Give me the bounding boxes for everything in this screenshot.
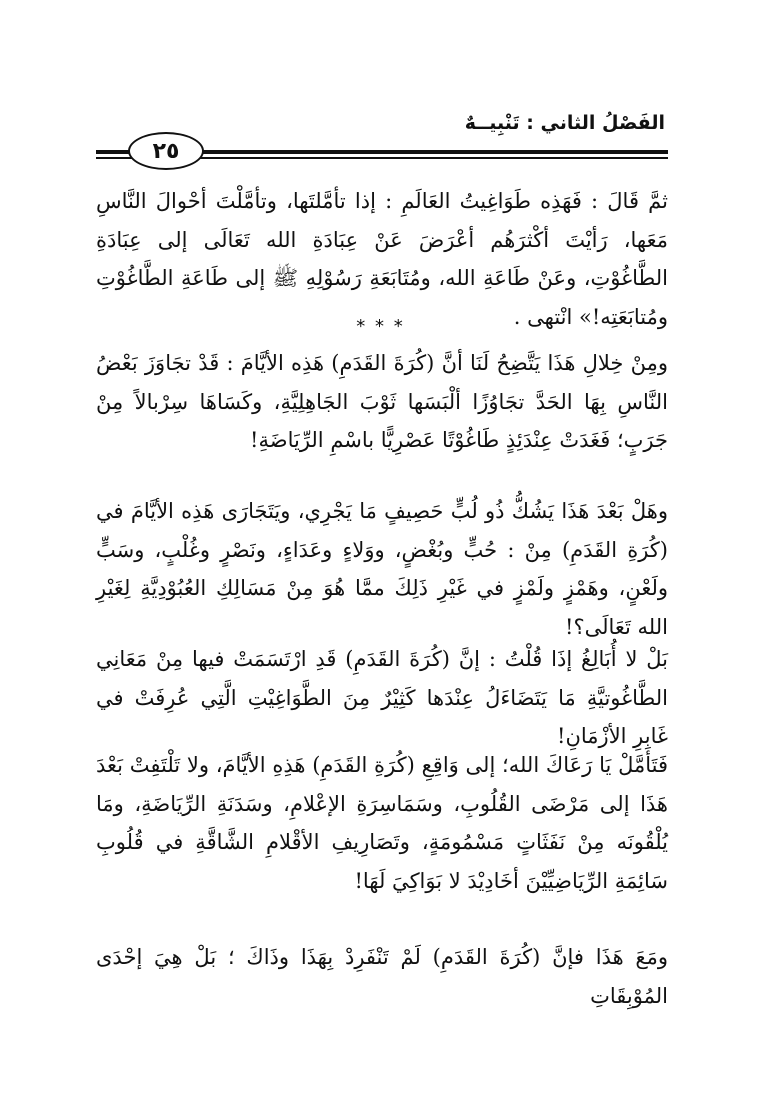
paragraph-6 <box>96 938 668 1015</box>
paragraph-5 <box>96 746 668 900</box>
paragraph-text: ومِنْ خِلالِ هَذَا يَتَّضِحُ لَنَا أنَّ (كُرَةَ القَدَمِ) هَذِه الأيَّامَ : قَدْ تجَاوَزَ بَعْضُ النَّاسِ بِهَا الحَدَّ تجَاوُزًا ألْبَسَها ثَوْبَ الجَاهِلِيَّةِ، وكَسَاهَا سِرْبالاً مِنْ جَرَبٍ؛ فَغَدَتْ عِنْدَئِذٍ طَاغُوْتًا عَصْرِيًّا باسْمِ الرِّيَاضَةِ! <box>96 351 668 452</box>
page-number: ٢٥ <box>128 132 204 170</box>
paragraph-4 <box>96 640 668 756</box>
paragraph-1 <box>96 182 668 336</box>
paragraph-text: ومَعَ هَذَا فإنَّ (كُرَةَ القَدَمِ) لَمْ تَنْفَرِدْ بِهَذَا وذَاكَ ؛ بَلْ هِيَ إحْدَى المُوْبِقَاتِ <box>96 945 668 1008</box>
paragraph-text: بَلْ لا أُبَالِغُ إذَا قُلْتُ : إنَّ (كُرَةَ القَدَمِ) قَدِ ارْتَسَمَتْ فيها مِنْ مَعَانِي الطَّاغُوتيَّةِ مَا يَتَضَاءَلُ عِنْدَها كَثِيْرٌ مِنَ الطَّوَاغِيْتِ الَّتِي عُرِفَتْ في غَابِرِ الأزْمَانِ! <box>96 647 668 748</box>
running-header-title: الفَصْلُ الثاني : تَنْبِيــهٌ <box>464 112 665 134</box>
paragraph-3 <box>96 492 668 646</box>
section-separator: * * * <box>356 316 405 337</box>
paragraph-2 <box>96 344 668 460</box>
paragraph-text: فَتَأمَّلْ يَا رَعَاكَ الله؛ إلى وَاقِعِ (كُرَةِ القَدَمِ) هَذِهِ الأيَّامَ، ولا تَلْتَفِتْ بَعْدَ هَذَا إلى مَرْضَى القُلُوبِ، وسَمَاسِرَةِ الإعْلامِ، وسَدَنَةِ الرِّيَاضَةِ، ومَا يُلْقُونَه مِنْ نَفَثَاتٍ مَسْمُومَةٍ، وتَصَارِيفِ الأقْلامِ الشَّاقَّةِ في قُلُوبِ سَائِمَةِ الرِّيَاضِيِّيْنَ أخَادِيْدَ لا بَوَاكِيَ لَهَا! <box>96 753 668 893</box>
paragraph-text: وهَلْ بَعْدَ هَذَا يَشُكُّ ذُو لُبٍّ حَصِيفٍ مَا يَجْرِي، ويَتَجَارَى هَذِه الأيَّامَ في (كُرَةِ القَدَمِ) مِنْ : حُبٍّ وبُغْضٍ، ووَلاءٍ وعَدَاءٍ، ونَصْرٍ وغُلْبٍ، وسَبٍّ ولَعْنٍ، وهَمْزٍ ولَمْزٍ في غَيْرِ ذَلِكَ ممَّا هُوَ مِنْ مَسَالِكِ العُبُوْدِيَّةِ لِغَيْرِ الله تَعَالَى؟! <box>96 499 668 639</box>
paragraph-text: ثمَّ قَالَ : فَهَذِه طَوَاغِيتُ العَالَمِ : إذا تأمَّلتَها، وتأمَّلْتَ أحْوالَ النَّاسِ مَعَها، رَأيْتَ أكْثرَهُم أعْرَضَ عَنْ عِبَادَةِ الله تَعَالَى إلى عِبَادَةِ الطَّاغُوْتِ، وعَنْ طَاعَةِ الله، ومُتَابَعَةِ رَسُوْلِهِ ﷺ إلى طَاعَةِ الطَّاغُوْتِ ومُتابَعَتِه!» انْتهى . <box>96 189 668 329</box>
